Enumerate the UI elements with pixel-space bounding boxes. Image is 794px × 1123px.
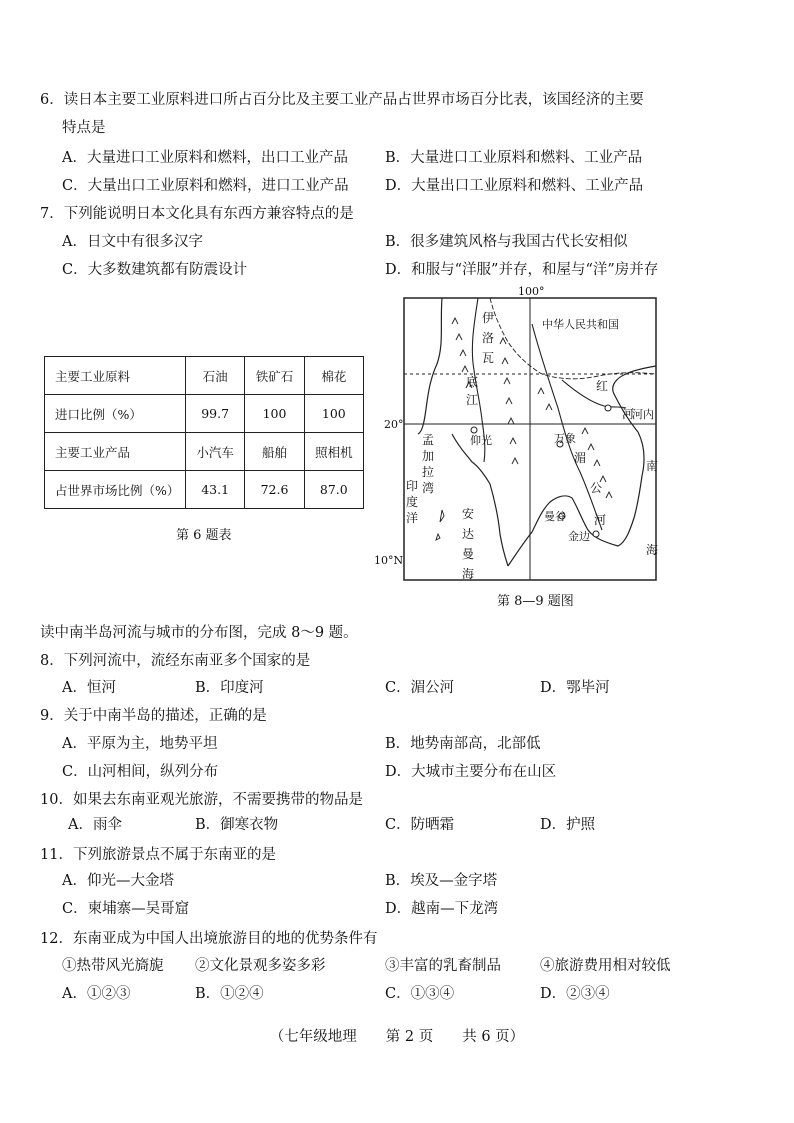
q10-stem: 10．如果去东南亚观光旅游，不需要携带的物品是 [40,792,363,808]
q6-option-b[interactable]: B．大量进口工业原料和燃料、工业产品 [385,150,643,166]
q10-option-b[interactable]: B．御寒衣物 [195,817,279,833]
q11-option-b[interactable]: B．埃及—金字塔 [385,873,498,889]
q6-option-c[interactable]: C．大量出口工业原料和燃料，进口工业产品 [62,178,349,194]
q12-stem: 12．东南亚成为中国人出境旅游目的地的优势条件有 [40,931,378,947]
q11-option-c[interactable]: C．柬埔寨—吴哥窟 [62,901,190,917]
country-label-china: 中华人民共和国 [542,318,619,331]
q6-option-d[interactable]: D．大量出口工业原料和燃料、工业产品 [385,178,644,194]
intro-q8-9: 读中南半岛河流与城市的分布图，完成 8～9 题。 [40,625,358,641]
bay-label-2: 加 [422,449,435,463]
coastline-burma [452,434,508,566]
table-caption: 第 6 题表 [176,528,232,543]
bay-label-4: 湾 [422,481,435,495]
q12-option-b[interactable]: B．①②④ [195,986,264,1002]
q6-stem-line2: 特点是 [62,120,106,136]
sea-label-andaman-1: 安 [462,507,475,521]
lat10-label: 10°N [374,554,404,567]
mountain-range-center [500,338,518,464]
q9-option-d[interactable]: D．大城市主要分布在山区 [385,764,557,780]
q12-option-c[interactable]: C．①③④ [385,986,455,1002]
ocean-label-2: 度 [406,495,419,509]
mountain-range-laos [538,388,552,410]
q12-condition-2: ②文化景观多姿多彩 [195,958,326,974]
q12-condition-1: ①热带风光旖旎 [62,958,164,974]
table-cell: 小汽车 [186,433,245,471]
city-dot-phnompenh [593,531,599,537]
sea-label-andaman-2: 达 [462,527,475,541]
river-label-ir-3: 瓦 [482,351,495,365]
bay-label-1: 孟 [422,433,435,447]
table-cell: 72.6 [245,471,304,509]
q11-option-a[interactable]: A．仰光—大金塔 [62,873,174,889]
table-cell: 主要工业产品 [45,433,186,471]
table-cell: 99.7 [186,395,245,433]
table-cell: 铁矿石 [245,357,304,395]
river-label-red-1: 红 [596,379,609,393]
indochina-map [374,284,682,589]
city-label-yangon: 仰光 [470,434,492,447]
q7-option-c[interactable]: C．大多数建筑都有防震设计 [62,262,248,278]
q7-option-b[interactable]: B．很多建筑风格与我国古代长安相似 [385,234,628,250]
map-caption: 第 8—9 题图 [497,594,574,609]
q7-option-d[interactable]: D．和服与“洋服”并存，和屋与“洋”房并存 [385,262,659,278]
q9-option-b[interactable]: B．地势南部高，北部低 [385,736,541,752]
city-label-phnompenh: 金边 [568,530,590,543]
table-row [45,471,364,509]
table-cell: 占世界市场比例（%） [45,471,186,509]
table-cell: 100 [304,395,363,433]
river-label-red-2: 河 [622,407,635,421]
table-cell: 照相机 [304,433,363,471]
sea-label-andaman-3: 曼 [462,547,475,561]
q6-option-a[interactable]: A．大量进口工业原料和燃料，出口工业产品 [62,150,348,166]
bay-label-3: 拉 [422,465,435,479]
city-label-bangkok: 曼谷 [544,510,566,523]
sea-label-andaman-4: 海 [462,567,475,581]
table-cell: 石油 [186,357,245,395]
river-label-ir-5: 江 [466,393,479,407]
red-river [562,380,626,408]
river-label-ir-1: 伊 [482,311,495,325]
lon-label: 100° [518,285,545,298]
table-cell: 100 [245,395,304,433]
river-label-mekong-3: 河 [594,513,607,527]
city-label-vientiane: 万象 [554,432,576,445]
q7-stem: 7．下列能说明日本文化具有东西方兼容特点的是 [40,206,354,222]
sea-label-south-1: 南 [646,459,659,473]
q10-option-c[interactable]: C．防晒霜 [385,817,455,833]
table-cell: 棉花 [304,357,363,395]
ocean-label-3: 洋 [406,511,419,525]
q10-option-d[interactable]: D．护照 [540,817,596,833]
q8-option-d[interactable]: D．鄂毕河 [540,680,610,696]
q12-option-a[interactable]: A．①②③ [62,986,131,1002]
coastline-gulf [613,366,656,432]
table-cell: 43.1 [186,471,245,509]
city-dot-hanoi [605,405,611,411]
q12-condition-3: ③丰富的乳畜制品 [385,958,501,974]
table-cell: 进口比例（%） [45,395,186,433]
q8-option-b[interactable]: B．印度河 [195,680,264,696]
river-label-mekong-1: 湄 [574,451,587,465]
q11-option-d[interactable]: D．越南—下龙湾 [385,901,499,917]
city-label-hanoi: 河内 [632,408,654,421]
table-row [45,433,364,471]
q10-option-a[interactable]: A．雨伞 [68,817,122,833]
river-label-ir-4: 底 [466,375,479,389]
ocean-label-1: 印 [406,479,419,493]
q12-option-d[interactable]: D．②③④ [540,986,610,1002]
table-cell: 主要工业原料 [45,357,186,395]
andaman-islands [436,510,444,540]
page-footer: （七年级地理 第 2 页 共 6 页） [269,1029,525,1045]
coastline-west [418,298,442,434]
table-cell: 船舶 [245,433,304,471]
q8-option-a[interactable]: A．恒河 [62,680,116,696]
table-cell: 87.0 [304,471,363,509]
q12-condition-4: ④旅游费用相对较低 [540,958,671,974]
q8-option-c[interactable]: C．湄公河 [385,680,455,696]
q9-stem: 9．关于中南半岛的描述，正确的是 [40,708,267,724]
river-label-mekong-2: 公 [590,481,603,495]
sea-label-south-2: 海 [646,543,659,557]
q6-data-table [44,356,364,509]
city-dot-yangon [471,427,477,433]
lat20-label: 20° [384,418,404,431]
q7-option-a[interactable]: A．日文中有很多汉字 [62,234,203,250]
q9-option-a[interactable]: A．平原为主，地势平坦 [62,736,218,752]
q9-option-c[interactable]: C．山河相间，纵列分布 [62,764,219,780]
q11-stem: 11．下列旅游景点不属于东南亚的是 [40,847,276,863]
china-border [490,298,656,379]
q8-stem: 8．下列河流中，流经东南亚多个国家的是 [40,653,311,669]
q6-stem-line1: 6．读日本主要工业原料进口所占百分比及主要工业产品占世界市场百分比表，该国经济的主要 [40,92,644,108]
table-row [45,395,364,433]
mekong-river [532,324,602,530]
table-row [45,357,364,395]
river-label-ir-2: 洛 [482,331,495,345]
